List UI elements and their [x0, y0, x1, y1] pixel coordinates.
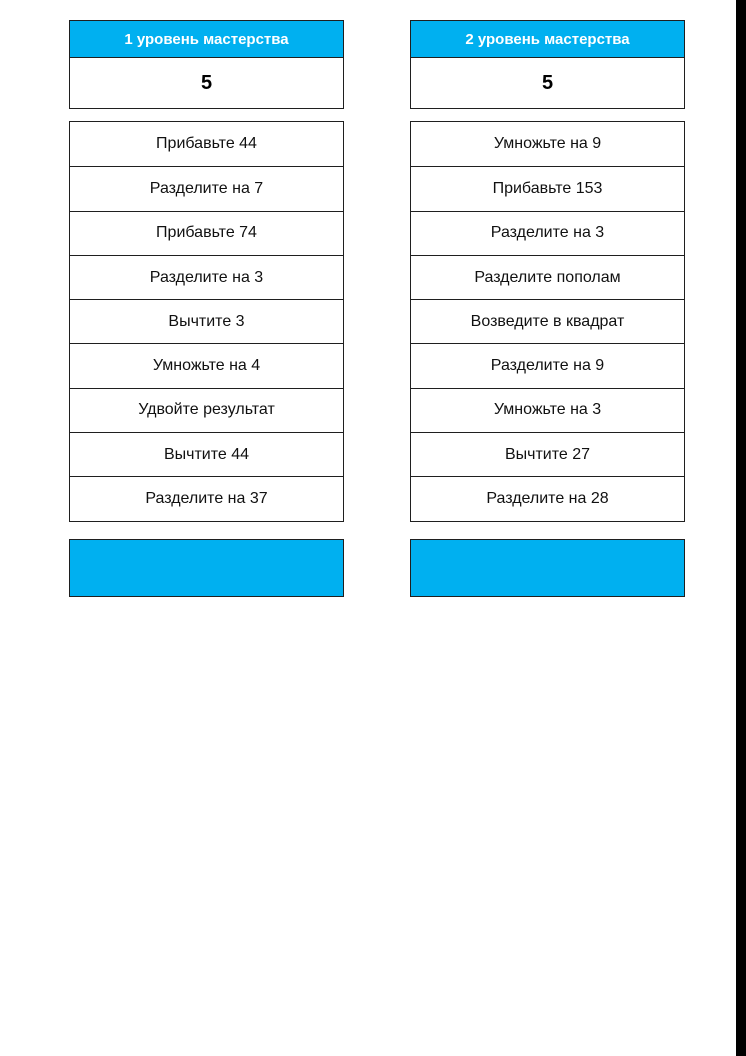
level-1-step: Разделите на 7 [70, 166, 343, 210]
level-2-step: Умножьте на 9 [493, 135, 602, 153]
level-2-step: Умножьте на 3 [411, 388, 684, 432]
level-2-steps [410, 121, 685, 522]
level-1-step: Разделите на 37 [70, 476, 343, 520]
level-1-answer-box[interactable] [69, 539, 344, 597]
level-1-step: Умножьте на 4 [70, 343, 343, 387]
level-2-step: Возведите в квадрат [411, 299, 684, 343]
level-2-step: Разделите на 28 [411, 476, 684, 520]
level-1-start-number: 5 [69, 58, 344, 109]
level-2-step: Разделите пополам [411, 255, 684, 299]
level-1-steps [69, 121, 344, 522]
level-1-step: Прибавьте 44 [156, 135, 257, 153]
level-1-title: 1 уровень мастерства [69, 20, 344, 58]
level-2-column [410, 20, 685, 597]
level-2-answer-box[interactable] [410, 539, 685, 597]
level-1-step: Прибавьте 74 [70, 211, 343, 255]
level-2-title: 2 уровень мастерства [410, 20, 685, 58]
level-2-step: Вычтите 27 [411, 432, 684, 476]
level-2-step: Разделите на 9 [411, 343, 684, 387]
level-2-start-number: 5 [410, 58, 685, 109]
level-2-step: Разделите на 3 [411, 211, 684, 255]
level-1-column [69, 20, 344, 597]
level-2-step: Прибавьте 153 [411, 166, 684, 210]
level-1-step: Вычтите 44 [70, 432, 343, 476]
level-1-step: Разделите на 3 [70, 255, 343, 299]
level-1-step: Вычтите 3 [70, 299, 343, 343]
level-1-step: Удвойте результат [70, 388, 343, 432]
